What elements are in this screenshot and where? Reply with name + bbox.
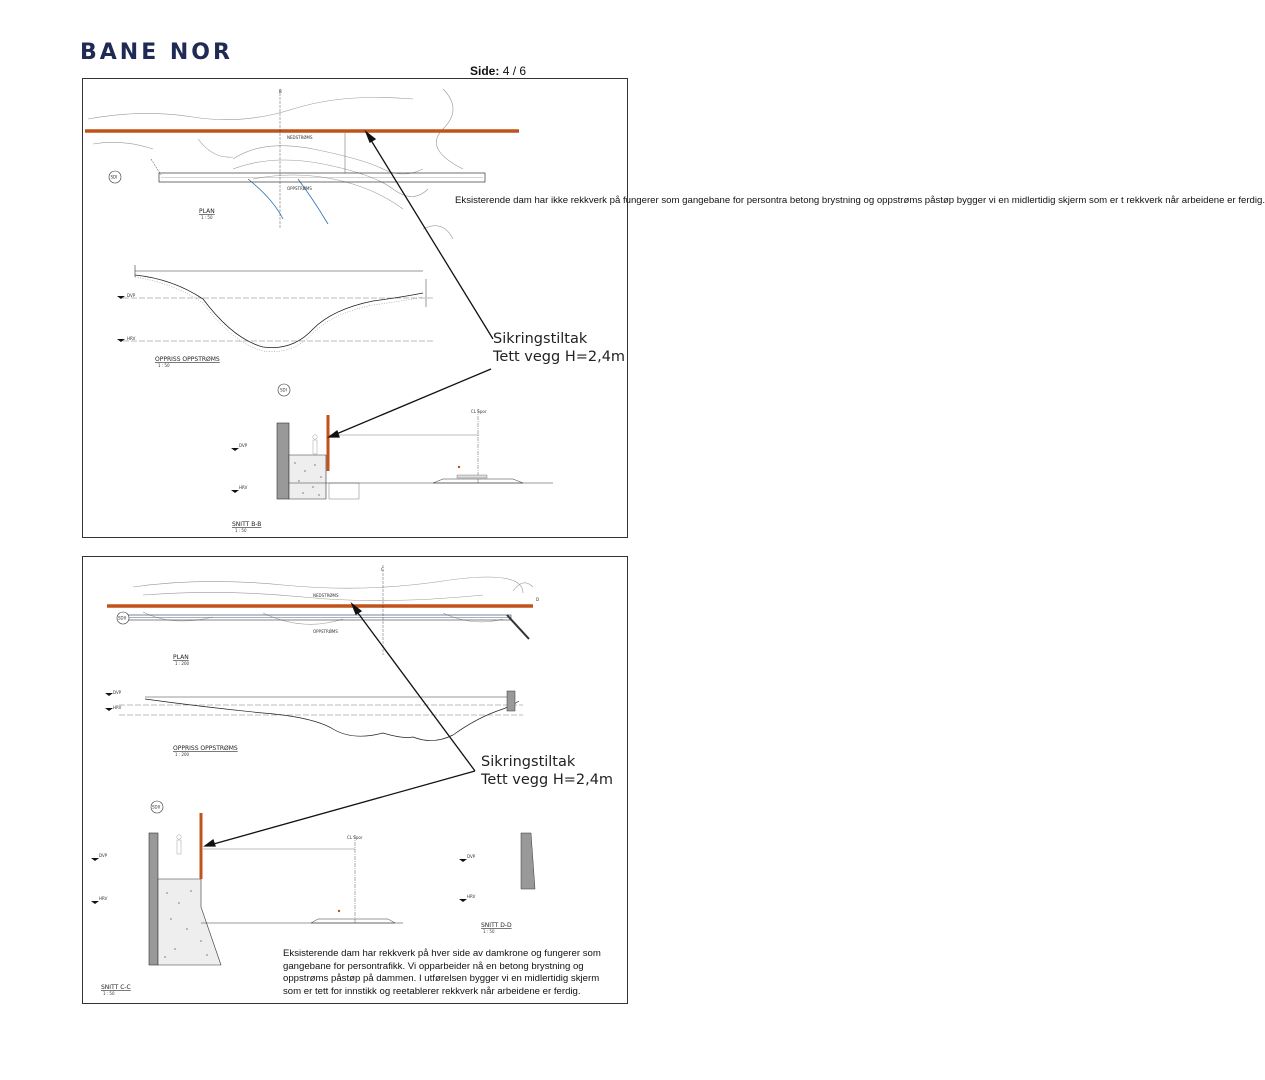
hrv-label-elev-bottom: HRV — [113, 705, 122, 710]
plan-label-downstream-bottom: NEDSTRØMS — [313, 593, 339, 598]
hrv-label-elev-top: HRV — [127, 336, 136, 341]
plan-marker-bottom: SDII — [118, 615, 126, 621]
elevation-top — [117, 265, 433, 368]
section-c-scale: 1 : 50 — [103, 991, 115, 996]
section-scale-top: 1 : 50 — [235, 528, 247, 533]
plan-label-upstream-bottom: OPPSTRØMS — [313, 629, 338, 634]
terrain-contours-bottom — [133, 577, 533, 624]
page-label: Side: — [470, 64, 500, 78]
section-d-scale: 1 : 50 — [483, 929, 495, 934]
dvp-label-elev-top: DVP — [127, 293, 136, 298]
dvp-label-section-top: DVP — [239, 443, 248, 448]
section-c-title: SNITT C-C — [101, 984, 131, 991]
elevation-scale-bottom: 1 : 200 — [175, 752, 190, 757]
callout-top: Sikringstiltak Tett vegg H=2,4m — [493, 331, 626, 365]
section-marker-bottom: SDII — [152, 804, 160, 810]
elevation-scale-top: 1 : 50 — [158, 363, 170, 368]
page-number — [470, 64, 526, 78]
dvp-label-elev-bottom: DVP — [113, 690, 122, 695]
section-d-title: SNITT D-D — [481, 922, 512, 929]
section-letter-top: B — [279, 89, 282, 94]
dvp-label-section-bottom: DVP — [99, 853, 108, 858]
callout-arrows-bottom — [205, 604, 475, 846]
section-d-letter: D — [536, 597, 540, 602]
drawing-panel-bottom — [82, 556, 628, 1004]
section-bb — [231, 384, 553, 533]
plan-label-downstream-top: NEDSTRØMS — [287, 135, 313, 140]
callout-arrows-top — [329, 132, 493, 437]
elevation-title-bottom: OPPRISS OPPSTRØMS — [173, 745, 238, 752]
plan-scale-top: 1 : 50 — [201, 215, 213, 220]
section-marker-top: SDI — [280, 387, 287, 393]
plan-marker-top: SDI — [110, 174, 118, 180]
note-top: Eksisterende dam har ikke rekkverk på fungerer som gangebane for persontra betong brystning og oppstrøms påstøp bygger vi en midlertidig skjerm som er t rekkverk når arbeidene er ferdig. — [455, 195, 1265, 206]
bane-nor-logo: BANE NOR — [80, 40, 233, 65]
elevation-title-top: OPPRISS OPPSTRØMS — [155, 356, 220, 363]
dvp-label-dd: DVP — [467, 854, 476, 859]
section-c-letter: C — [381, 567, 384, 572]
page-value: 4 / 6 — [502, 64, 527, 78]
terrain-profile-top — [135, 275, 423, 348]
section-dd — [459, 833, 535, 934]
drawing-panel-top — [82, 78, 1265, 538]
section-title-top: SNITT B-B — [232, 521, 262, 528]
elevation-bottom — [105, 690, 523, 757]
hrv-label-section-top: HRV — [239, 485, 248, 490]
plan-label-upstream-top: OPPSTRØMS — [287, 186, 312, 191]
track-label-top: CL Spor — [471, 409, 487, 414]
plan-title-top: PLAN — [199, 208, 215, 215]
track-label-bottom: CL Spor — [347, 835, 363, 840]
plan-scale-bottom: 1 : 200 — [175, 661, 190, 666]
terrain-contours — [88, 89, 463, 239]
callout-bottom: Sikringstiltak Tett vegg H=2,4m — [481, 754, 614, 788]
note-bottom: Eksisterende dam har rekkverk på hver side av damkrone og fungerer som gangebane for persontrafikk. Vi opparbeider nå en betong brystning og oppstrøms påstøp på dammen. I utførelsen bygger vi en midlertidig skjerm som er tett for innstikk og reetablerer rekkverk når arbeidene er ferdig. — [283, 948, 601, 997]
hrv-label-dd: HRV — [467, 894, 476, 899]
hrv-label-section-bottom: HRV — [99, 896, 108, 901]
plan-title-bottom: PLAN — [173, 654, 189, 661]
drawing-top-svg — [83, 79, 627, 537]
